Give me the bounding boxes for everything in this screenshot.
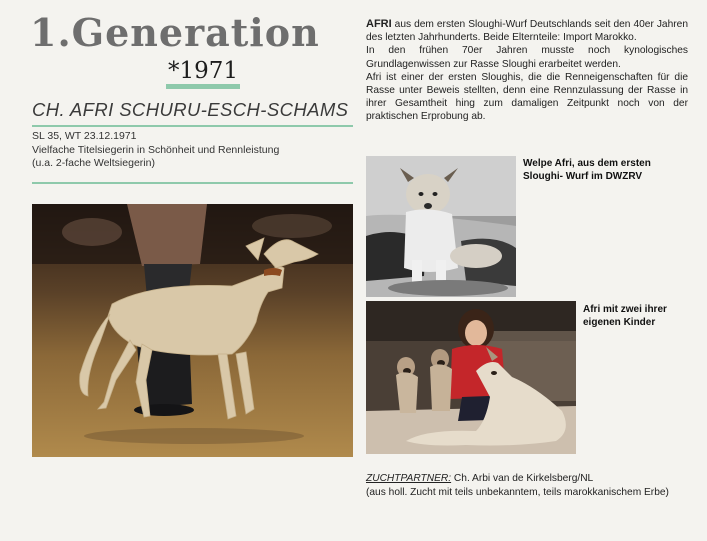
generation-title: 1.Generation [30, 10, 320, 55]
fact-line: Vielfache Titelsiegerin in Schönheit und Rennleistung [32, 143, 280, 156]
fact-line: (u.a. 2-fache Weltsiegerin) [32, 157, 155, 169]
article-paragraph-text: aus dem ersten Sloughi-Wurf Deutschlands seit den 40er Jahren des letzten Jahrhunderts. Beide Elternteile: Import Marokko. [366, 19, 688, 44]
divider-bottom [32, 182, 353, 184]
dog-name-heading: CH. AFRI SCHURU-ESCH-SCHAMS [32, 99, 349, 120]
divider-top [32, 125, 353, 127]
article-paragraph [366, 18, 688, 44]
partner-note: (aus holl. Zucht mit teils unbekanntem, teils marokkanischem Erbe) [366, 487, 669, 498]
article-paragraph: Afri ist einer der ersten Sloughis, die die Renneigenschaften für die Rasse unter Beweis stellten, denn eine Rennzulassung der Rasse in ihrer Gesamtheit hing zum damaligen Zeitpunkt noch von der praktischen Erprobung ab. [366, 71, 688, 123]
family-caption: Afri mit zwei ihrer eigenen Kinder [583, 304, 667, 328]
partner-label: ZUCHTPARTNER: [366, 473, 452, 484]
puppy-caption: Welpe Afri, aus dem ersten Sloughi- Wurf im DWZRV [523, 158, 651, 182]
puppy-photo [366, 156, 516, 297]
article-text [366, 18, 688, 124]
breeding-partner [366, 472, 669, 500]
partner-line [366, 472, 669, 486]
fact-line: SL 35, WT 23.12.1971 [32, 130, 137, 142]
year-badge: *1971 [166, 57, 240, 89]
lead-word: AFRI [366, 18, 392, 30]
article-paragraph: In den frühen 70er Jahren musste noch kynologisches Grundlagenwissen zur Rasse Sloughi erarbeitet werden. [366, 45, 688, 70]
dog-facts [32, 130, 279, 171]
family-photo [366, 301, 576, 454]
partner-name: Ch. Arbi van de Kirkelsberg/NL [451, 473, 594, 484]
main-dog-photo [32, 204, 353, 457]
